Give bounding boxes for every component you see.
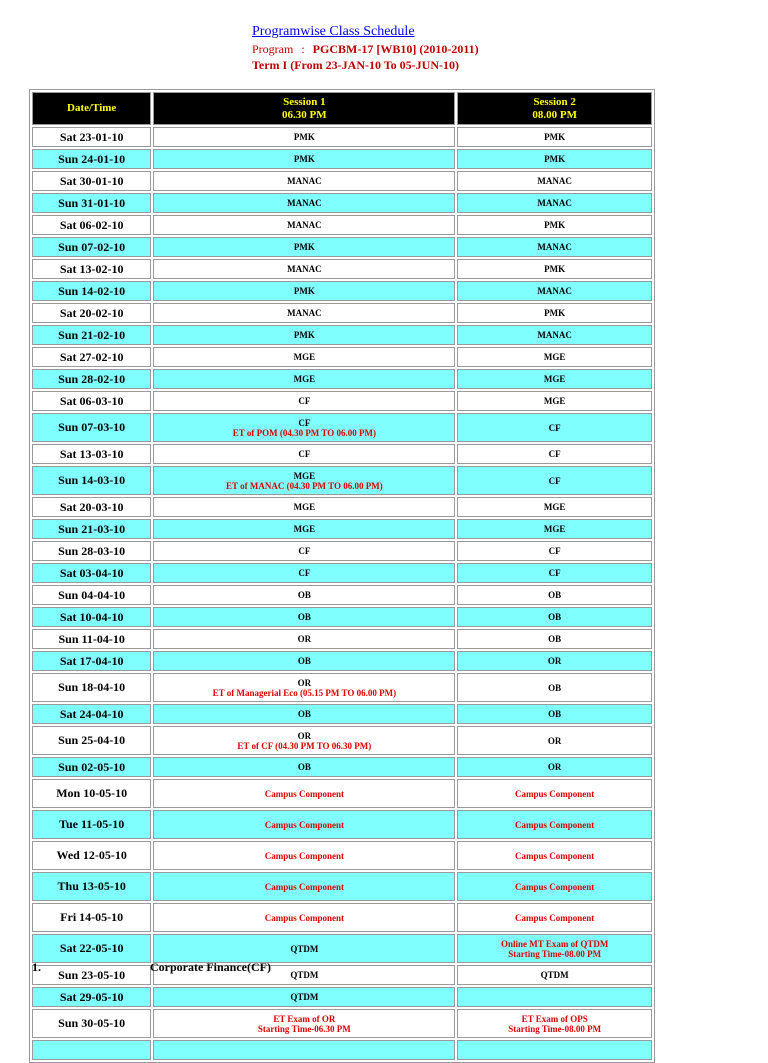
- table-row: [32, 673, 652, 702]
- table-row: [32, 193, 652, 213]
- session-1-cell: [153, 413, 455, 442]
- table-row: [32, 171, 652, 191]
- date-cell: Sat 17-04-10: [32, 651, 151, 671]
- session-note: Campus Component: [264, 850, 344, 861]
- page-title-link[interactable]: Programwise Class Schedule: [252, 24, 415, 39]
- table-row: [32, 629, 652, 649]
- session-1-cell: [153, 497, 455, 517]
- date-cell: Sun 07-02-10: [32, 237, 151, 257]
- table-row: [32, 987, 652, 1007]
- subject-code: MANAC: [537, 176, 572, 186]
- subject-code: OR: [297, 634, 312, 644]
- subject-code: MANAC: [537, 330, 572, 340]
- session-2-cell: [457, 607, 652, 627]
- session-2-cell: [457, 585, 652, 605]
- session-note: Campus Component: [264, 819, 344, 830]
- date-cell: Sat 30-01-10: [32, 171, 151, 191]
- session-note: Starting Time-08.00 PM: [508, 1023, 602, 1034]
- table-row: [32, 519, 652, 539]
- subject-code: MGE: [293, 470, 316, 481]
- table-row: [32, 1040, 652, 1060]
- header-line: 08.00 PM: [532, 108, 577, 121]
- session-1-cell: [153, 1040, 455, 1060]
- date-cell: Sun 02-05-10: [32, 757, 151, 777]
- session-1-cell: [153, 872, 455, 901]
- footer-number: 1.: [32, 960, 41, 974]
- session-2-cell: [457, 726, 652, 755]
- date-cell: Sun 04-04-10: [32, 585, 151, 605]
- subject-code: CF: [298, 417, 311, 428]
- session-2-cell: [457, 149, 652, 169]
- table-row: [32, 444, 652, 464]
- subject-code: OB: [297, 656, 311, 666]
- subject-code: OR: [547, 762, 562, 772]
- session-2-cell: [457, 965, 652, 985]
- session-note: Campus Component: [264, 912, 344, 923]
- subject-code: OB: [548, 709, 562, 719]
- subject-code: PMK: [544, 154, 566, 164]
- subject-code: MANAC: [287, 198, 322, 208]
- subject-code: MGE: [543, 374, 566, 384]
- subject-code: PMK: [293, 330, 315, 340]
- session-2-cell: [457, 391, 652, 411]
- table-row: [32, 413, 652, 442]
- session-2-cell: [457, 171, 652, 191]
- table-row: [32, 563, 652, 583]
- subject-code: CF: [298, 568, 311, 578]
- date-cell: Sat 22-05-10: [32, 934, 151, 963]
- date-cell: Sat 06-02-10: [32, 215, 151, 235]
- subject-code: PMK: [293, 286, 315, 296]
- session-1-cell: [153, 391, 455, 411]
- session-1-cell: [153, 237, 455, 257]
- subject-code: MGE: [293, 352, 316, 362]
- date-cell: Mon 10-05-10: [32, 779, 151, 808]
- session-2-cell: [457, 347, 652, 367]
- session-note: Campus Component: [515, 819, 595, 830]
- date-cell: Sun 07-03-10: [32, 413, 151, 442]
- header-row: [32, 92, 652, 125]
- session-1-cell: [153, 149, 455, 169]
- date-cell: Wed 12-05-10: [32, 841, 151, 870]
- subject-code: MANAC: [287, 308, 322, 318]
- date-cell: Sat 23-01-10: [32, 127, 151, 147]
- session-1-cell: [153, 810, 455, 839]
- session-2-cell: [457, 704, 652, 724]
- table-row: [32, 651, 652, 671]
- subject-code: OR: [297, 730, 312, 741]
- date-cell: Sun 14-03-10: [32, 466, 151, 495]
- subject-code: OB: [297, 762, 311, 772]
- date-cell: Sun 21-03-10: [32, 519, 151, 539]
- table-row: [32, 497, 652, 517]
- session-2-cell: [457, 629, 652, 649]
- program-separator: :: [301, 42, 305, 56]
- subject-code: QTDM: [290, 970, 319, 980]
- subject-code: QTDM: [290, 943, 319, 954]
- subject-code: CF: [548, 475, 561, 486]
- session-2-cell: [457, 127, 652, 147]
- subject-code: OB: [297, 612, 311, 622]
- session-1-cell: [153, 444, 455, 464]
- subject-code: OB: [297, 709, 311, 719]
- date-cell: Sun 24-01-10: [32, 149, 151, 169]
- header-line: Date/Time: [67, 102, 117, 114]
- session-1-cell: [153, 934, 455, 963]
- date-cell: Fri 14-05-10: [32, 903, 151, 932]
- subject-code: MGE: [543, 524, 566, 534]
- session-2-cell: [457, 673, 652, 702]
- session-1-cell: [153, 466, 455, 495]
- subject-code: PMK: [293, 154, 315, 164]
- session-2-cell: [457, 872, 652, 901]
- date-cell: Sat 13-02-10: [32, 259, 151, 279]
- table-row: [32, 149, 652, 169]
- subject-code: PMK: [544, 220, 566, 230]
- session-note: ET of MANAC (04.30 PM TO 06.00 PM): [225, 480, 383, 491]
- subject-code: CF: [548, 449, 561, 459]
- date-cell: Sat 27-02-10: [32, 347, 151, 367]
- session-2-cell: [457, 757, 652, 777]
- subject-code: OR: [547, 735, 562, 746]
- session-1-cell: [153, 259, 455, 279]
- session-2-cell: [457, 303, 652, 323]
- session-2-cell: [457, 193, 652, 213]
- date-cell: Sun 21-02-10: [32, 325, 151, 345]
- session-2-cell: [457, 779, 652, 808]
- header-line: Session 2: [533, 95, 576, 108]
- session-1-cell: [153, 347, 455, 367]
- session-1-cell: [153, 779, 455, 808]
- session-2-cell: [457, 215, 652, 235]
- table-row: [32, 841, 652, 870]
- header-line: Session 1: [283, 95, 326, 108]
- subject-code: MANAC: [287, 264, 322, 274]
- session-1-cell: [153, 519, 455, 539]
- subject-code: MGE: [543, 502, 566, 512]
- table-row: [32, 903, 652, 932]
- subject-code: MGE: [543, 352, 566, 362]
- table-row: [32, 965, 652, 985]
- date-cell: Sun 28-03-10: [32, 541, 151, 561]
- session-2-cell: [457, 987, 652, 1007]
- date-cell: [32, 1040, 151, 1060]
- date-cell: Sat 03-04-10: [32, 563, 151, 583]
- session-2-cell: [457, 1040, 652, 1060]
- session-note: Campus Component: [515, 788, 595, 799]
- subject-code: CF: [298, 396, 311, 406]
- table-row: [32, 391, 652, 411]
- session-1-cell: [153, 726, 455, 755]
- session-1-cell: [153, 303, 455, 323]
- session-1-cell: [153, 673, 455, 702]
- subject-code: OR: [547, 656, 562, 666]
- session-2-cell: [457, 810, 652, 839]
- date-cell: Sun 11-04-10: [32, 629, 151, 649]
- session-1-cell: [153, 903, 455, 932]
- session-2-cell: [457, 325, 652, 345]
- session-note: Campus Component: [515, 881, 595, 892]
- date-cell: Sun 18-04-10: [32, 673, 151, 702]
- subject-code: CF: [548, 568, 561, 578]
- header-session-2: [457, 92, 652, 125]
- subject-code: QTDM: [290, 992, 319, 1002]
- subject-code: QTDM: [540, 970, 569, 980]
- session-note: Campus Component: [515, 912, 595, 923]
- table-row: [32, 237, 652, 257]
- subject-code: PMK: [544, 264, 566, 274]
- table-row: [32, 810, 652, 839]
- date-cell: Sun 25-04-10: [32, 726, 151, 755]
- session-2-cell: [457, 413, 652, 442]
- program-line: [252, 41, 479, 57]
- date-cell: Sat 29-05-10: [32, 987, 151, 1007]
- table-row: [32, 585, 652, 605]
- term-line: Term I (From 23-JAN-10 To 05-JUN-10): [252, 58, 459, 72]
- date-cell: Sat 20-03-10: [32, 497, 151, 517]
- session-note: ET Exam of OR: [273, 1013, 336, 1024]
- table-row: [32, 303, 652, 323]
- table-row: [32, 779, 652, 808]
- session-1-cell: [153, 369, 455, 389]
- session-1-cell: [153, 541, 455, 561]
- header-session-1: [153, 92, 455, 125]
- session-1-cell: [153, 629, 455, 649]
- session-2-cell: [457, 563, 652, 583]
- session-1-cell: [153, 325, 455, 345]
- schedule-header: [252, 24, 479, 73]
- table-row: [32, 215, 652, 235]
- date-cell: Tue 11-05-10: [32, 810, 151, 839]
- session-note: ET of Managerial Eco (05.15 PM TO 06.00 PM): [212, 687, 397, 698]
- date-cell: Sun 23-05-10: [32, 965, 151, 985]
- subject-code: MANAC: [287, 220, 322, 230]
- session-note: Campus Component: [264, 788, 344, 799]
- subject-code: CF: [548, 422, 561, 433]
- table-row: [32, 726, 652, 755]
- session-2-cell: [457, 466, 652, 495]
- date-cell: Sun 30-05-10: [32, 1009, 151, 1038]
- subject-code: MGE: [293, 374, 316, 384]
- session-note: ET Exam of OPS: [521, 1013, 588, 1024]
- table-row: [32, 541, 652, 561]
- session-1-cell: [153, 127, 455, 147]
- subject-code: PMK: [544, 308, 566, 318]
- subject-code: PMK: [293, 242, 315, 252]
- schedule-body: [32, 127, 652, 1060]
- subject-code: MANAC: [287, 176, 322, 186]
- session-2-cell: [457, 444, 652, 464]
- session-note: ET of POM (04.30 PM TO 06.00 PM): [232, 427, 376, 438]
- date-cell: Sun 31-01-10: [32, 193, 151, 213]
- session-2-cell: [457, 651, 652, 671]
- table-row: [32, 325, 652, 345]
- session-note: Starting Time-06.30 PM: [257, 1023, 351, 1034]
- subject-code: OB: [548, 634, 562, 644]
- subject-code: MGE: [543, 396, 566, 406]
- subject-code: PMK: [293, 132, 315, 142]
- table-row: [32, 607, 652, 627]
- header-date-time: [32, 92, 151, 125]
- session-2-cell: [457, 237, 652, 257]
- table-row: [32, 466, 652, 495]
- table-row: [32, 347, 652, 367]
- subject-code: MANAC: [537, 242, 572, 252]
- table-row: [32, 934, 652, 963]
- subject-code: CF: [548, 546, 561, 556]
- subject-code: CF: [298, 546, 311, 556]
- session-2-cell: [457, 519, 652, 539]
- subject-code: OB: [548, 682, 562, 693]
- schedule-table: [29, 89, 655, 1063]
- session-1-cell: [153, 841, 455, 870]
- session-1-cell: [153, 563, 455, 583]
- session-1-cell: [153, 704, 455, 724]
- subject-code: PMK: [544, 132, 566, 142]
- session-1-cell: [153, 585, 455, 605]
- session-1-cell: [153, 607, 455, 627]
- subject-code: MANAC: [537, 198, 572, 208]
- session-2-cell: [457, 497, 652, 517]
- date-cell: Sat 20-02-10: [32, 303, 151, 323]
- subject-code: OB: [548, 612, 562, 622]
- session-1-cell: [153, 987, 455, 1007]
- session-1-cell: [153, 171, 455, 191]
- session-note: Starting Time-08.00 PM: [508, 948, 602, 959]
- subject-code: OB: [548, 590, 562, 600]
- program-value: PGCBM-17 [WB10] (2010-2011): [312, 42, 479, 56]
- table-row: [32, 281, 652, 301]
- subject-code: CF: [298, 449, 311, 459]
- date-cell: Sat 10-04-10: [32, 607, 151, 627]
- date-cell: Sat 24-04-10: [32, 704, 151, 724]
- date-cell: Sun 28-02-10: [32, 369, 151, 389]
- session-1-cell: [153, 651, 455, 671]
- subject-code: MGE: [293, 502, 316, 512]
- session-2-cell: [457, 841, 652, 870]
- session-2-cell: [457, 281, 652, 301]
- session-1-cell: [153, 193, 455, 213]
- table-row: [32, 872, 652, 901]
- session-note: ET of CF (04.30 PM TO 06.30 PM): [237, 740, 372, 751]
- session-2-cell: [457, 541, 652, 561]
- session-2-cell: [457, 259, 652, 279]
- footer-text: Corporate Finance(CF): [150, 960, 271, 974]
- table-row: [32, 369, 652, 389]
- table-row: [32, 259, 652, 279]
- table-row: [32, 757, 652, 777]
- subject-code: OB: [297, 590, 311, 600]
- header-line: 06.30 PM: [282, 108, 327, 121]
- session-note: Online MT Exam of QTDM: [501, 938, 609, 949]
- subject-code: MGE: [293, 524, 316, 534]
- session-2-cell: [457, 369, 652, 389]
- session-1-cell: [153, 757, 455, 777]
- date-cell: Sat 13-03-10: [32, 444, 151, 464]
- date-cell: Sun 14-02-10: [32, 281, 151, 301]
- session-1-cell: [153, 281, 455, 301]
- subject-code: OR: [297, 677, 312, 688]
- session-2-cell: [457, 903, 652, 932]
- date-cell: Thu 13-05-10: [32, 872, 151, 901]
- subject-code: MANAC: [537, 286, 572, 296]
- session-2-cell: [457, 934, 652, 963]
- table-row: [32, 704, 652, 724]
- table-row: [32, 127, 652, 147]
- program-label: Program: [252, 42, 294, 56]
- session-note: Campus Component: [515, 850, 595, 861]
- session-note: Campus Component: [264, 881, 344, 892]
- session-1-cell: [153, 215, 455, 235]
- date-cell: Sat 06-03-10: [32, 391, 151, 411]
